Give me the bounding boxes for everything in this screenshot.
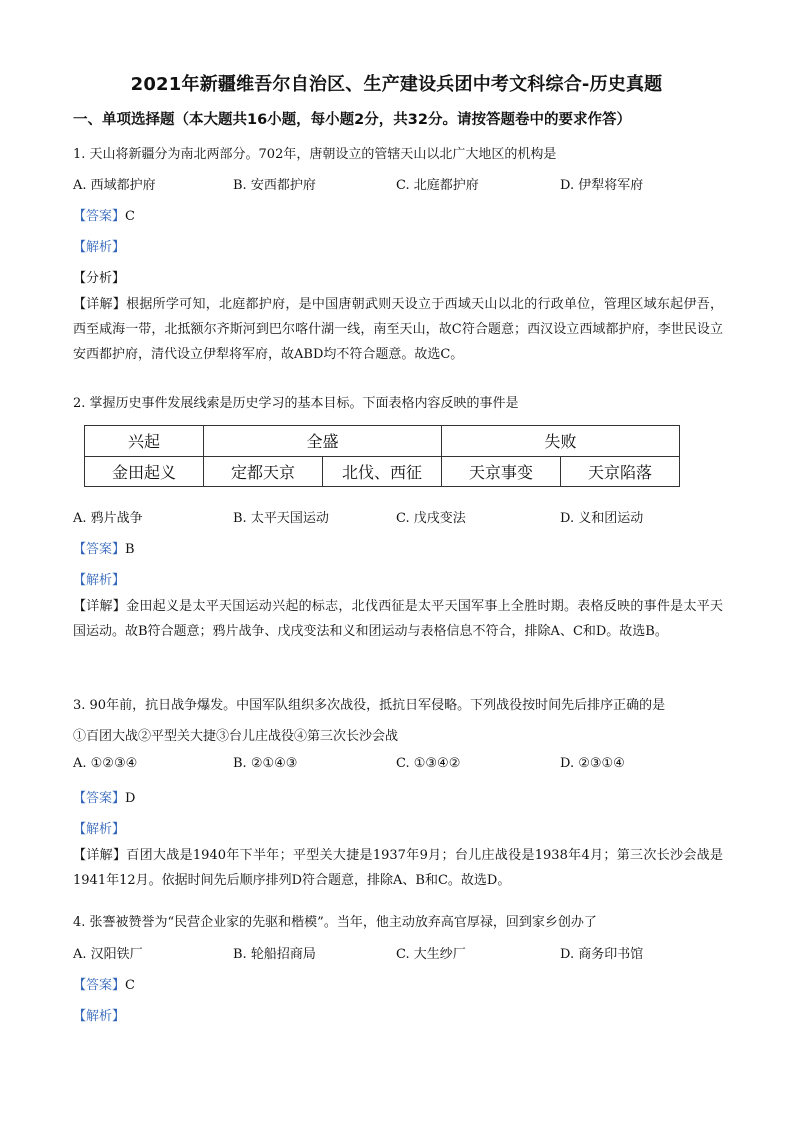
q2-analysis-tag: 【解析】 xyxy=(73,573,126,588)
q2-stem: 2. 掌握历史事件发展线索是历史学习的基本目标。下面表格内容反映的事件是 xyxy=(73,396,519,411)
q3-option-a: A. ①②③④ xyxy=(73,756,138,771)
q3-detail: 【详解】百团大战是1940年下半年；平型关大捷是1937年9月；台儿庄战役是1938年4月；第三次长沙会战是1941年12月。依据时间先后顺序排列D符合题意，排除A、B和C。故选D。 xyxy=(73,848,723,888)
detail-tag: 【详解】 xyxy=(73,297,127,312)
q4-answer-value: C xyxy=(125,978,135,993)
q3-sub: ①百团大战②平型关大捷③台儿庄战役④第三次长沙会战 xyxy=(73,729,399,744)
q4-stem: 4. 张謇被赞誉为“民营企业家的先驱和楷模”。当年，他主动放弃高官厚禄，回到家乡创办了 xyxy=(73,915,597,930)
q2-option-c: C. 戊戌变法 xyxy=(396,511,466,526)
q3-option-d: D. ②③①④ xyxy=(560,756,625,771)
q4-option-a: A. 汉阳铁厂 xyxy=(73,947,143,962)
q2-answer: 【答案】B xyxy=(73,542,135,557)
q1-stem: 1. 天山将新疆分为南北两部分。702年，唐朝设立的管辖天山以北广大地区的机构是 xyxy=(73,147,557,162)
table-cell: 天京陷落 xyxy=(561,456,680,487)
q1-option-a: A. 西域都护府 xyxy=(73,178,156,193)
q1-option-c: C. 北庭都护府 xyxy=(396,178,479,193)
q1-option-b: B. 安西都护府 xyxy=(233,178,316,193)
q3-option-b: B. ②①④③ xyxy=(233,756,298,771)
q2-detail: 【详解】金田起义是太平天国运动兴起的标志，北伐西征是太平天国军事上全胜时期。表格反映的事件是太平天国运动。故B符合题意；鸦片战争、戊戌变法和义和团运动与表格信息不符合，排除A、C和D。故选B。 xyxy=(73,599,723,639)
q1-fenxi-tag: 【分析】 xyxy=(73,271,126,286)
table-header-fall: 失败 xyxy=(442,426,680,457)
q2-answer-value: B xyxy=(125,542,135,557)
table-header-peak: 全盛 xyxy=(204,426,442,457)
table-header-rise: 兴起 xyxy=(85,426,204,457)
q4-analysis-tag: 【解析】 xyxy=(73,1009,126,1024)
q2-detail-text: 金田起义是太平天国运动兴起的标志，北伐西征是太平天国军事上全胜时期。表格反映的事件是太平天国运动。故B符合题意；鸦片战争、戊戌变法和义和团运动与表格信息不符合，排除A、C和D。故选B。 xyxy=(73,599,723,639)
q4-option-b: B. 轮船招商局 xyxy=(233,947,316,962)
q3-analysis-tag: 【解析】 xyxy=(73,822,126,837)
page-title: 2021年新疆维吾尔自治区、生产建设兵团中考文科综合-历史真题 xyxy=(130,74,663,95)
table-cell: 金田起义 xyxy=(85,456,204,487)
answer-tag: 【答案】 xyxy=(73,209,126,224)
q1-option-d: D. 伊犁将军府 xyxy=(560,178,644,193)
history-table xyxy=(84,425,680,487)
table-cell: 定都天京 xyxy=(204,456,323,487)
q1-answer-value: C xyxy=(125,209,135,224)
q1-analysis-tag: 【解析】 xyxy=(73,240,126,255)
q4-option-d: D. 商务印书馆 xyxy=(560,947,644,962)
table-cell: 北伐、西征 xyxy=(323,456,442,487)
q3-stem: 3. 90年前，抗日战争爆发。中国军队组织多次战役，抵抗日军侵略。下列战役按时间先后排序正确的是 xyxy=(73,698,666,713)
q3-answer-value: D xyxy=(125,791,136,806)
q2-option-d: D. 义和团运动 xyxy=(560,511,644,526)
q1-answer xyxy=(73,205,135,224)
section-heading: 一、单项选择题（本大题共16小题，每小题2分，共32分。请按答题卷中的要求作答） xyxy=(73,112,631,128)
q4-option-c: C. 大生纱厂 xyxy=(396,947,466,962)
q3-detail-text: 百团大战是1940年下半年；平型关大捷是1937年9月；台儿庄战役是1938年4月；第三次长沙会战是1941年12月。依据时间先后顺序排列D符合题意，排除A、B和C。故选D。 xyxy=(73,848,723,888)
q2-option-a: A. 鸦片战争 xyxy=(73,511,143,526)
q3-option-c: C. ①③④② xyxy=(396,756,461,771)
q4-answer: 【答案】C xyxy=(73,978,135,993)
q2-option-b: B. 太平天国运动 xyxy=(233,511,329,526)
q3-answer: 【答案】D xyxy=(73,791,136,806)
q1-detail xyxy=(73,292,723,367)
table-cell: 天京事变 xyxy=(442,456,561,487)
q1-detail-text: 根据所学可知，北庭都护府，是中国唐朝武则天设立于西域天山以北的行政单位，管理区域东起伊吾，西至咸海一带，北抵额尔齐斯河到巴尔喀什湖一线，南至天山，故C符合题意；西汉设立西域都护府，李世民设立安西都护府，清代设立伊犁将军府，故ABD均不符合题意。故选C。 xyxy=(73,297,723,362)
